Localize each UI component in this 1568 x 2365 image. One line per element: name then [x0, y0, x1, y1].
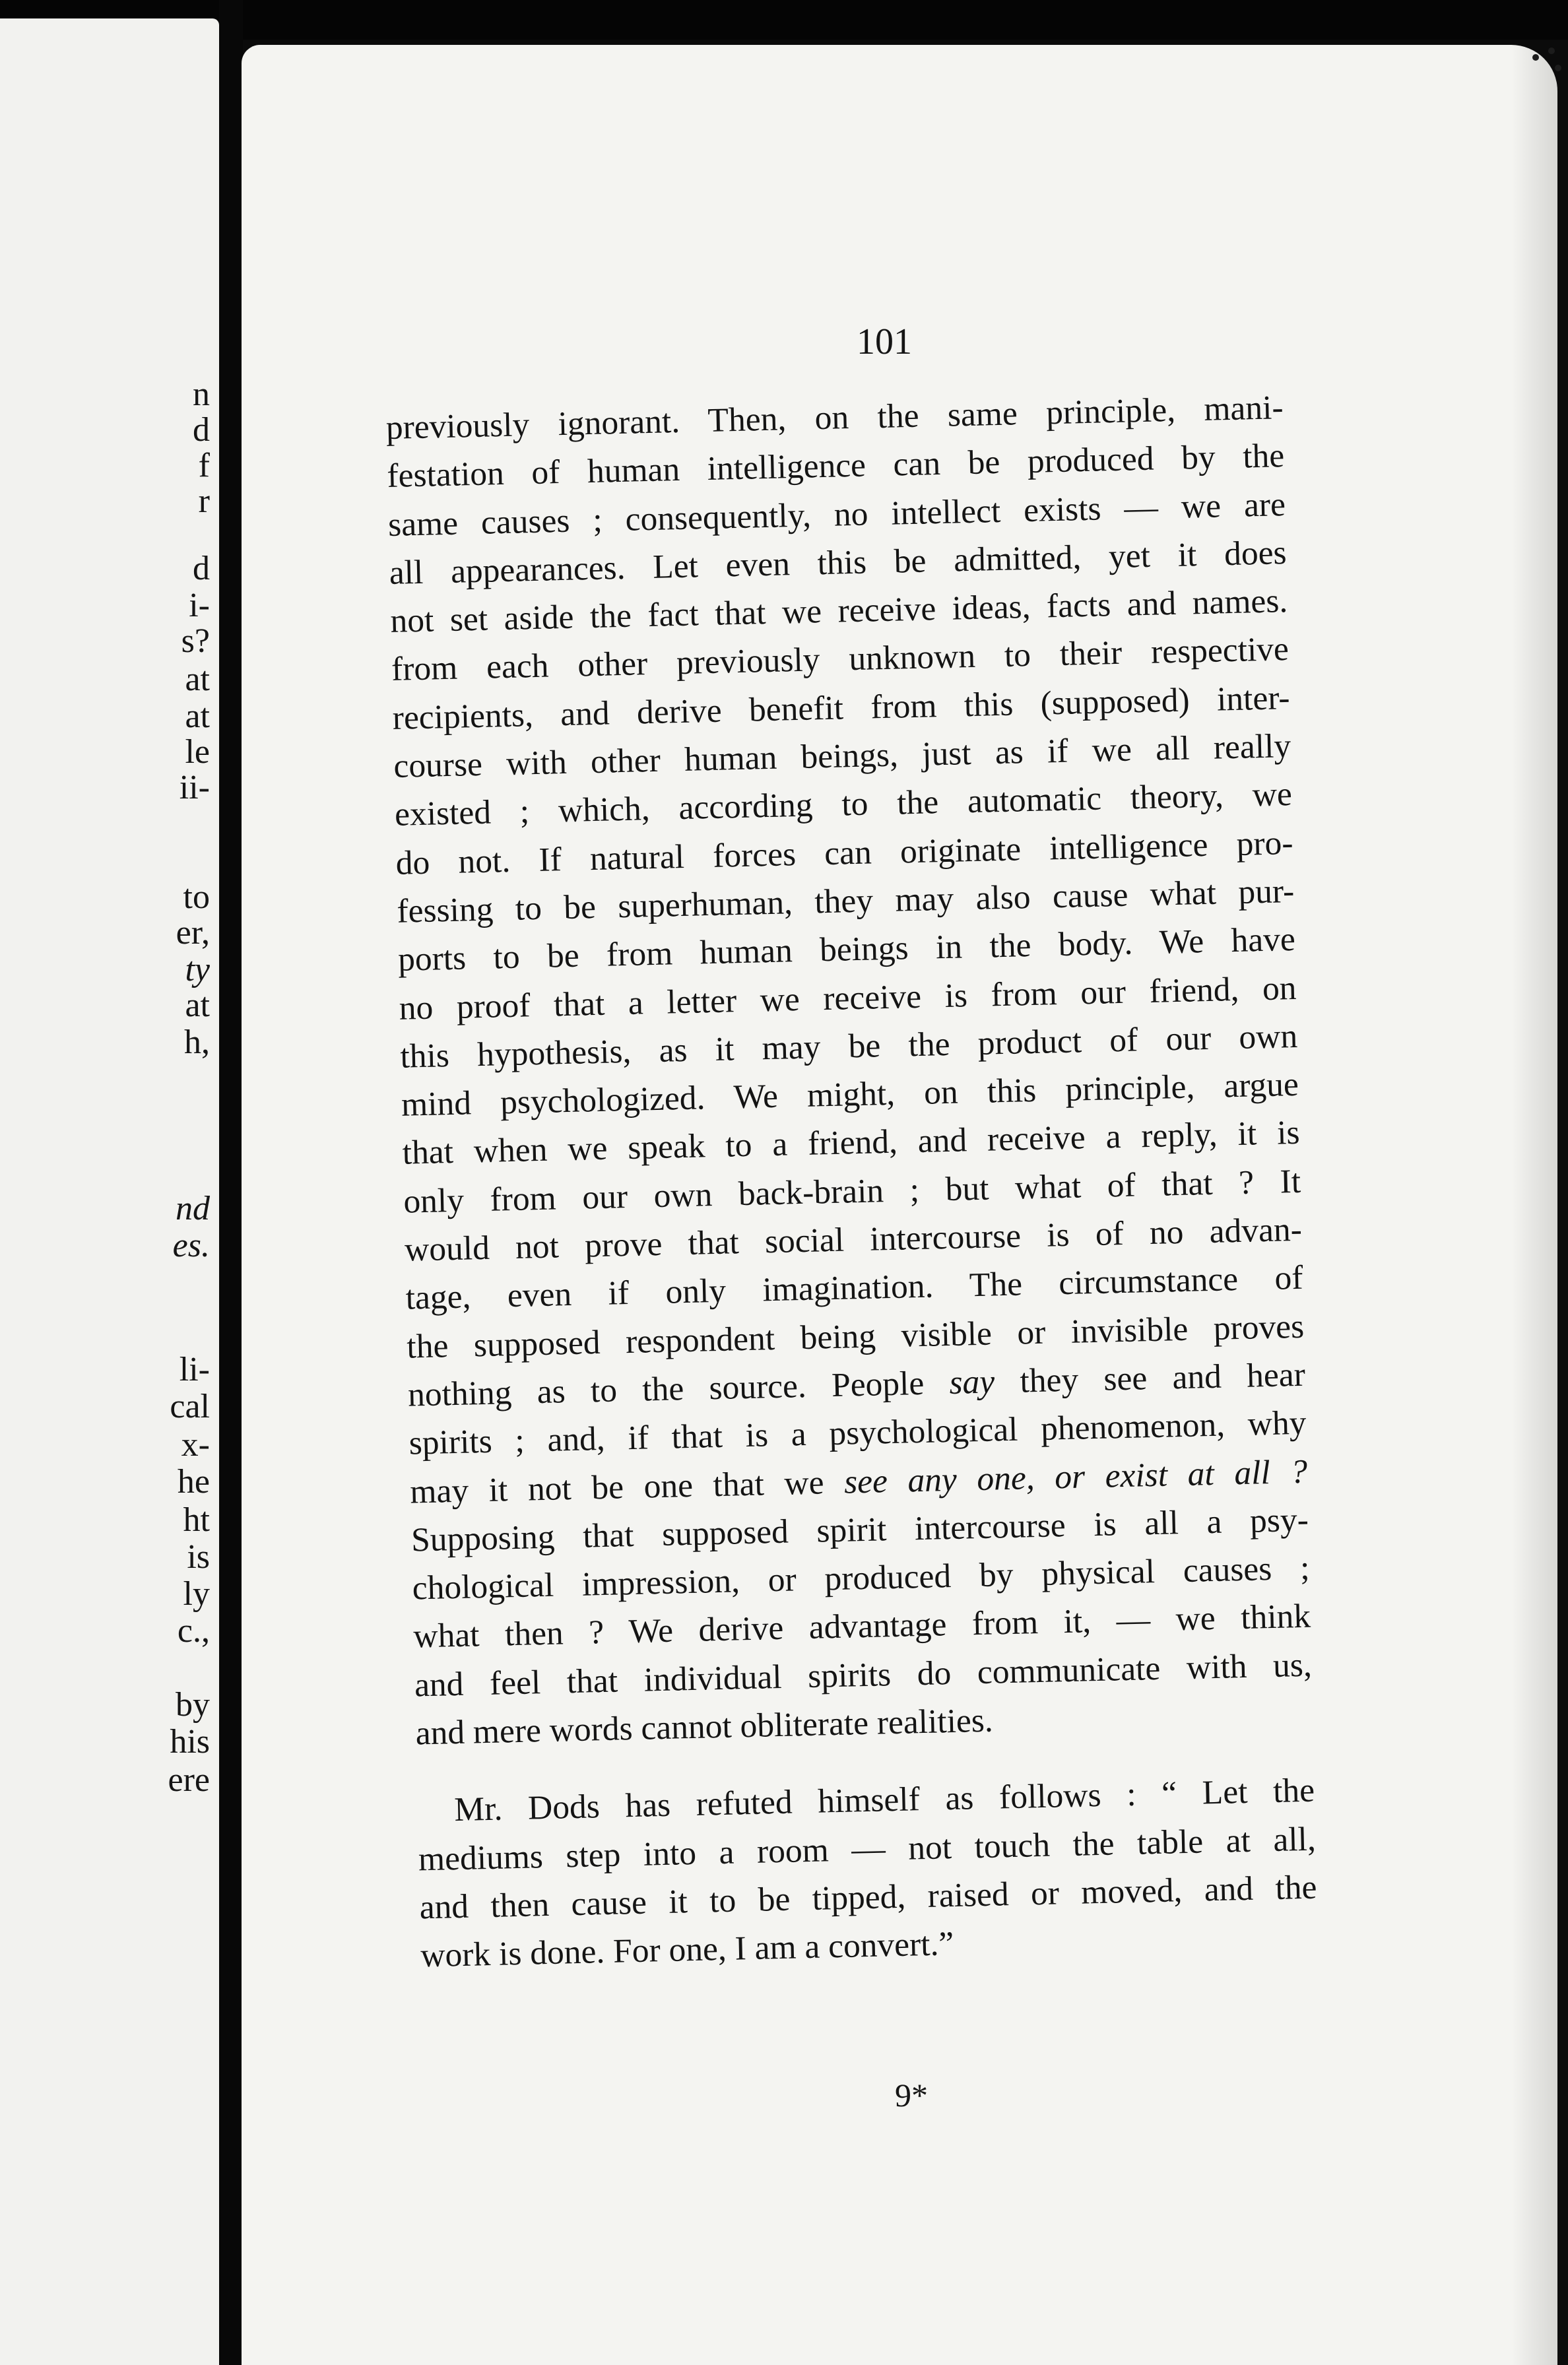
fragment-line: to: [183, 878, 210, 916]
left-page: [0, 18, 219, 2365]
fragment-line: nd: [176, 1190, 210, 1227]
text-run: work is done. For one, I am a convert.”: [420, 1925, 954, 1975]
text-run: the supposed respondent being visible or invisible proves: [406, 1307, 1305, 1366]
fragment-line: f: [198, 447, 210, 484]
text-run: this hypothesis, as it may be the product of our own: [399, 1017, 1298, 1076]
emphasis-run: see any one, or exist at all ?: [843, 1452, 1308, 1501]
text-run: what then ? We derive advantage from it, — we think: [412, 1598, 1311, 1656]
text-run: would not prove that social intercourse is of no advan-: [404, 1210, 1303, 1269]
text-run: ports to be from human beings in the body. We have: [397, 921, 1296, 979]
text-run: and mere words cannot obliterate realities.: [415, 1701, 994, 1753]
page-edge-damage: [1526, 40, 1568, 86]
text-run: previously ignorant. Then, on the same principle, mani-: [385, 389, 1284, 447]
fragment-line: ty: [185, 951, 210, 988]
text-run: tage, even if only imagination. The circumstance of: [405, 1259, 1304, 1317]
text-run: recipients, and derive benefit from this (supposed) inter-: [392, 678, 1291, 737]
text-run: existed ; which, according to the automatic theory, we: [394, 775, 1293, 834]
text-run: from each other previously unknown to their respective: [391, 630, 1290, 689]
fragment-line: d: [193, 550, 210, 587]
text-run: chological impression, or produced by physical causes ;: [412, 1549, 1311, 1607]
fragment-line: h,: [184, 1023, 210, 1061]
fragment-line: at: [185, 661, 210, 698]
text-run: all appearances. Let even this be admitted, yet it does: [389, 533, 1288, 592]
book-gutter: [219, 0, 243, 2365]
fragment-line: s?: [181, 622, 210, 660]
text-run: Supposing that supposed spirit intercourse is all a psy-: [410, 1501, 1309, 1559]
text-run: course with other human beings, just as if we all really: [393, 727, 1291, 785]
text-run: no proof that a letter we receive is from our friend, on: [399, 969, 1297, 1027]
fragment-line: ii-: [179, 769, 210, 806]
fragment-line: n: [193, 375, 210, 413]
text-run: nothing as to the source. People: [407, 1363, 950, 1414]
fragment-line: c.,: [177, 1612, 210, 1650]
fragment-line: ht: [183, 1501, 210, 1539]
emphasis-run: say: [948, 1363, 995, 1402]
fragment-line: at: [185, 697, 210, 735]
fragment-line: er,: [176, 914, 210, 952]
fragment-line: es.: [172, 1227, 210, 1264]
text-run: Mr. Dods has refuted himself as follows : “ Let the: [453, 1771, 1315, 1829]
text-run: spirits ; and, if that is a psychological phenomenon, why: [408, 1404, 1307, 1462]
fragment-line: i-: [189, 587, 210, 624]
body-text: [385, 383, 1319, 1980]
fragment-line: li-: [179, 1351, 210, 1388]
text-run: only from our own back-brain ; but what of that ? It: [403, 1162, 1301, 1221]
text-run: they see and hear: [994, 1355, 1306, 1401]
text-run: mind psychologized. We might, on this principle, argue: [401, 1066, 1299, 1124]
fragment-line: by: [176, 1686, 210, 1724]
speck: [1548, 48, 1555, 54]
speck: [1532, 54, 1539, 61]
signature-mark: 9*: [895, 2077, 928, 2114]
fragment-line: he: [177, 1463, 210, 1501]
fragment-line: r: [198, 482, 210, 520]
fragment-line: ere: [168, 1761, 210, 1799]
text-run: may it not be one that we: [409, 1463, 845, 1511]
text-run: and feel that individual spirits do communicate with us,: [414, 1646, 1313, 1704]
fragment-line: d: [193, 411, 210, 449]
text-run: same causes ; consequently, no intellect exists — we are: [387, 485, 1286, 544]
text-run: festation of human intelligence can be produced by the: [386, 437, 1285, 496]
fragment-line: cal: [170, 1388, 210, 1425]
text-run: that when we speak to a friend, and receive a reply, it is: [402, 1114, 1301, 1173]
page-number: 101: [857, 321, 912, 362]
fragment-line: ly: [183, 1575, 210, 1613]
speck: [1555, 65, 1561, 71]
text-run: not set aside the fact that we receive ideas, facts and names.: [389, 582, 1288, 641]
fragment-line: is: [187, 1538, 210, 1576]
text-run: and then cause it to be tipped, raised or moved, and the: [419, 1868, 1318, 1927]
text-run: do not. If natural forces can originate intelligence pro-: [395, 824, 1294, 882]
fragment-line: le: [185, 733, 210, 771]
text-run: mediums step into a room — not touch the table at all,: [418, 1820, 1317, 1879]
fragment-line: his: [170, 1723, 210, 1761]
text-run: fessing to be superhuman, they may also cause what pur-: [396, 872, 1295, 930]
right-page: [242, 45, 1557, 2365]
fragment-line: x-: [181, 1426, 210, 1464]
fragment-line: at: [185, 987, 210, 1024]
